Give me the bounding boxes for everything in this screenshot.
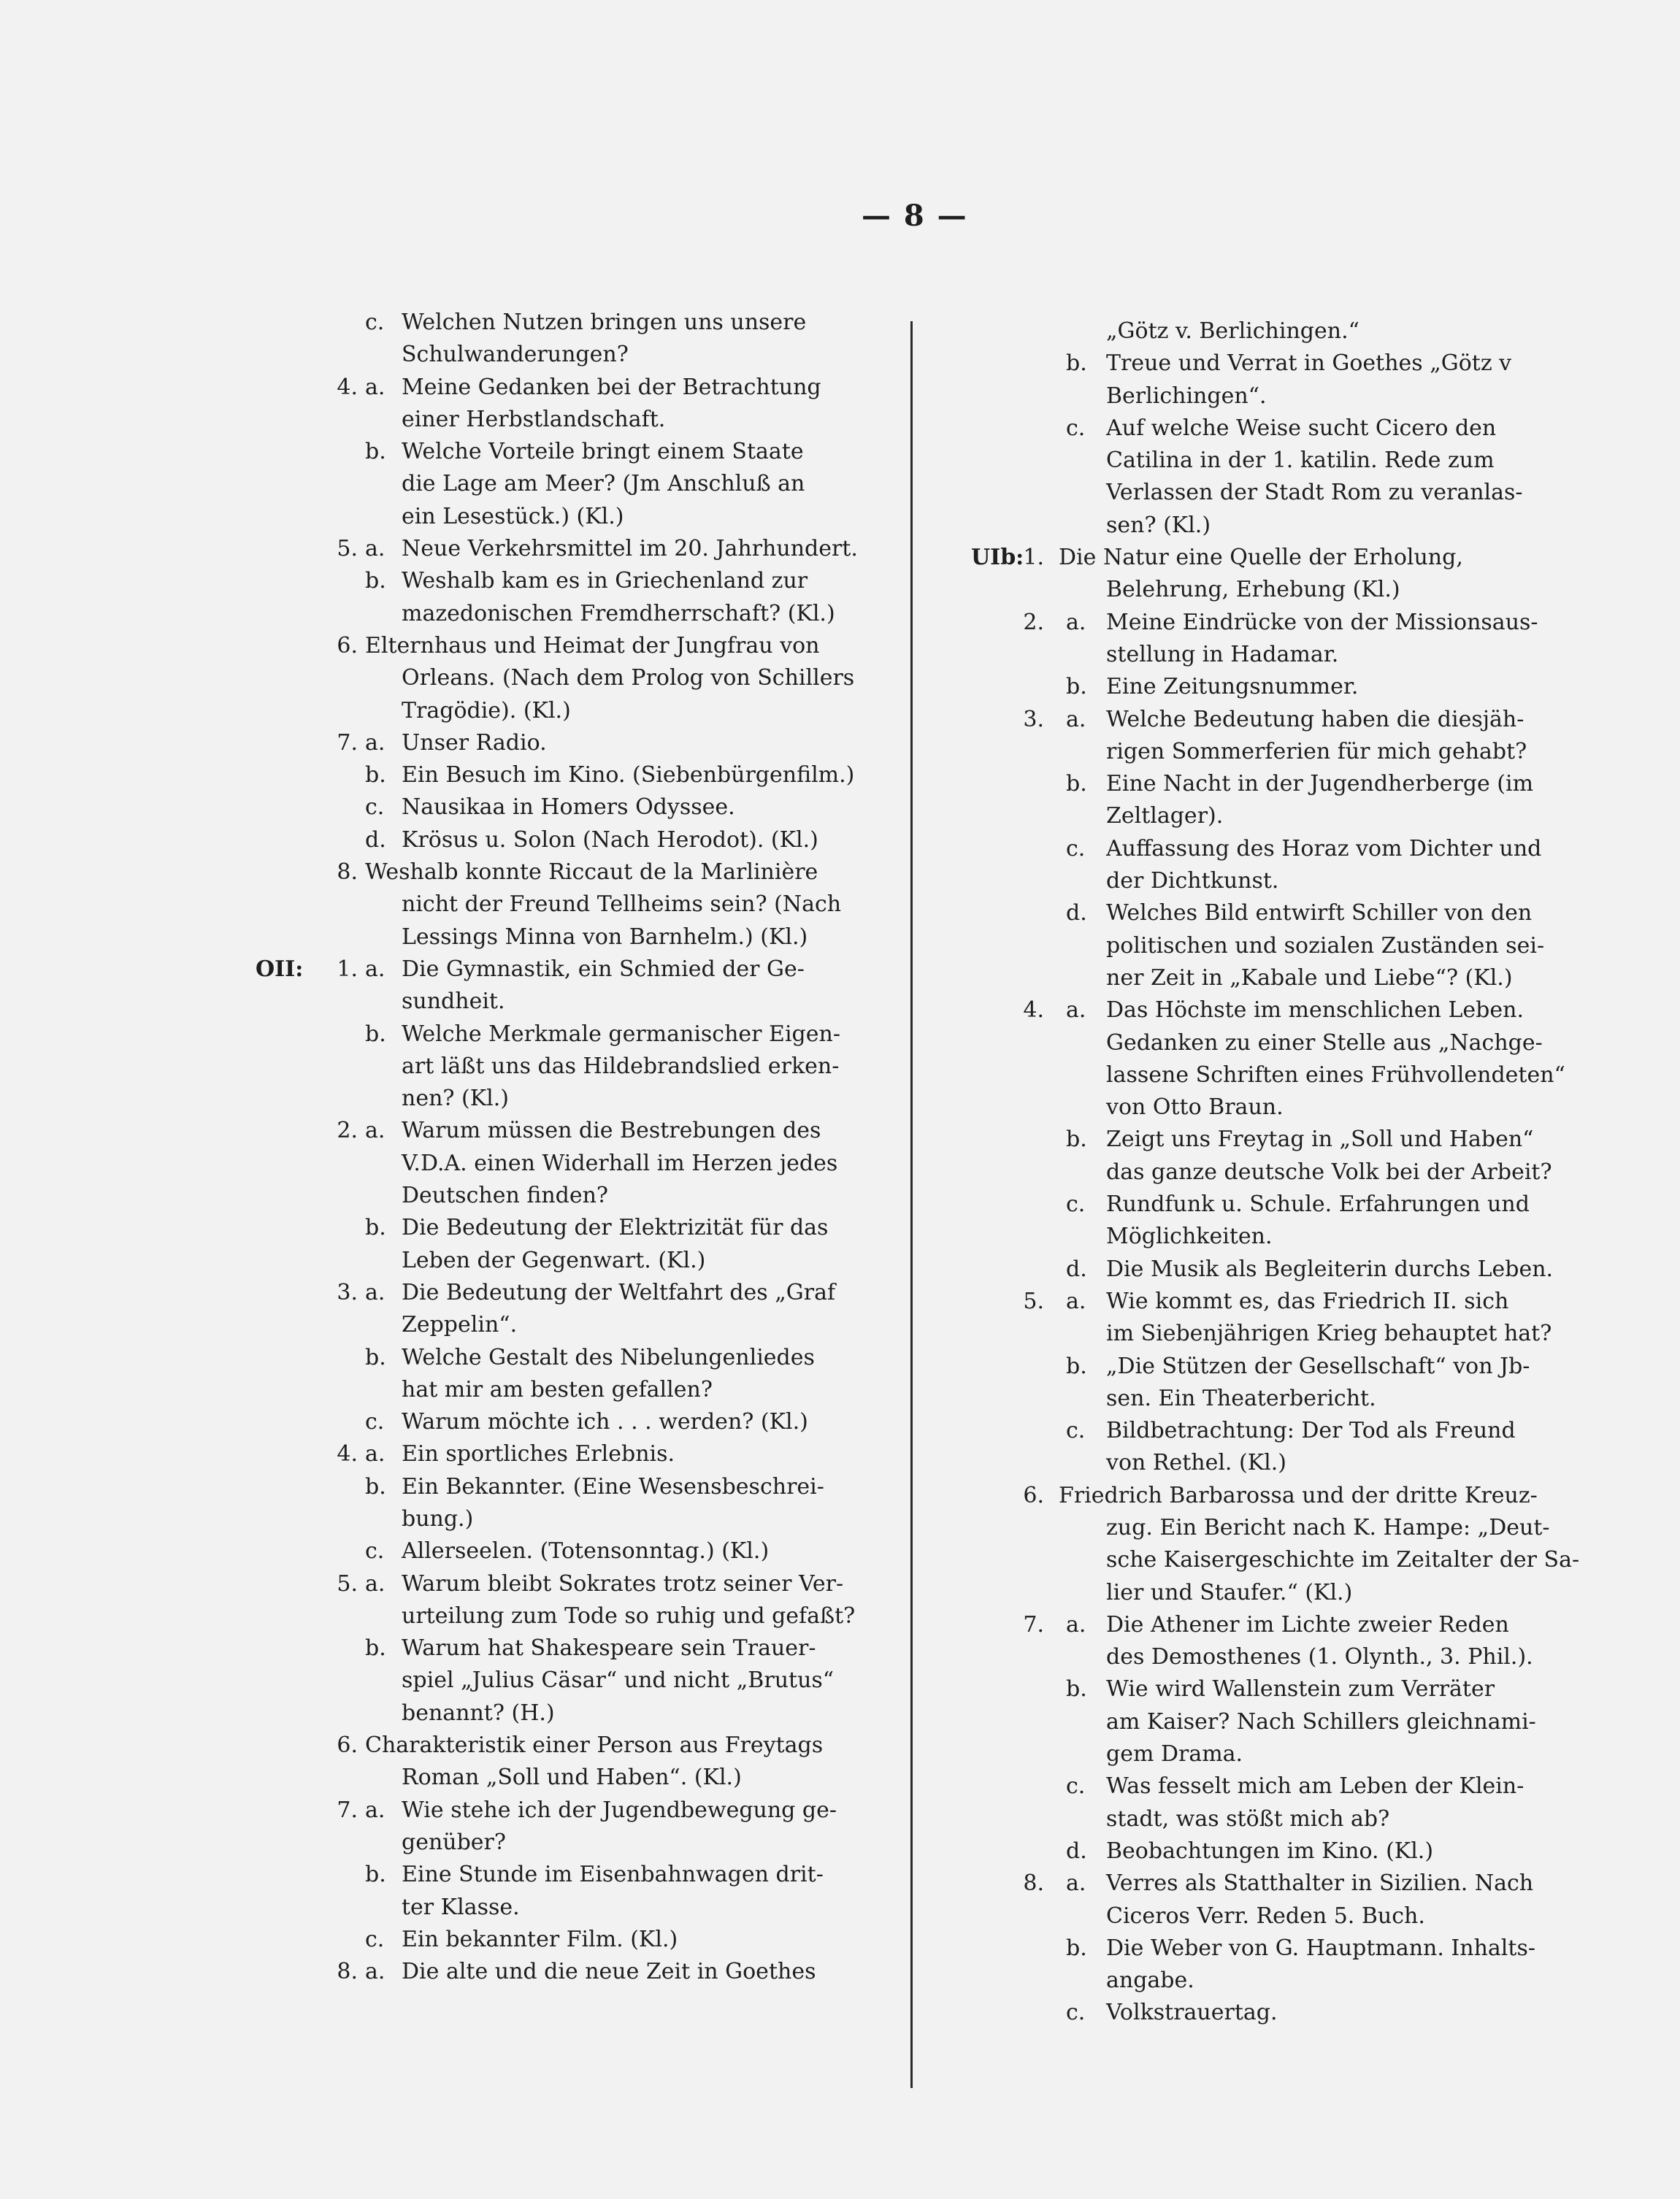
line — [949, 1091, 1584, 1124]
line-text: Eine Zeitungsnummer. — [1106, 674, 1359, 700]
item-letter: a. — [365, 956, 386, 982]
line-text: Die Bedeutung der Elektrizität für das — [402, 1215, 829, 1241]
line — [949, 574, 1584, 606]
line — [949, 445, 1584, 477]
item-number: 3. — [1023, 706, 1044, 732]
line — [949, 1351, 1584, 1383]
item-letter: a. — [365, 1570, 386, 1597]
item-letter: a. — [365, 1959, 386, 1985]
item-letter: a. — [365, 1118, 386, 1144]
line — [256, 1245, 876, 1277]
line — [949, 994, 1584, 1026]
line — [949, 1512, 1584, 1544]
line — [949, 1318, 1584, 1350]
line-text: Wie stehe ich der Jugendbewegung ge- — [402, 1797, 837, 1823]
item-letter: c. — [365, 310, 385, 335]
line-text: Weshalb kam es in Griechenland zur — [402, 568, 808, 594]
line — [256, 501, 876, 533]
line-text: Tragödie). (Kl.) — [402, 697, 571, 724]
item-letter: a. — [365, 729, 386, 756]
item-number: 2. — [337, 1118, 358, 1144]
line-text: stellung in Hadamar. — [1106, 641, 1339, 667]
line-text: Eine Nacht in der Jugendherberge (im — [1106, 771, 1534, 797]
item-number: 1. — [337, 956, 358, 982]
line — [256, 986, 876, 1018]
item-number: 5. — [337, 1570, 358, 1597]
line-text: Die Weber von G. Hauptmann. Inhalts- — [1106, 1935, 1535, 1961]
line — [949, 477, 1584, 509]
line-text: Ein sportliches Erlebnis. — [402, 1441, 675, 1467]
line-text: hat mir am besten gefallen? — [402, 1376, 713, 1402]
item-letter: c. — [365, 1538, 385, 1565]
line-text: Weshalb konnte Riccaut de la Marlinière — [365, 859, 818, 886]
line — [949, 768, 1584, 800]
line-text: Die alte und die neue Zeit in Goethes — [402, 1959, 816, 1985]
line-text: Leben der Gegenwart. (Kl.) — [402, 1247, 706, 1273]
item-letter: c. — [365, 1926, 385, 1952]
line-text: politischen und sozialen Zuständen sei- — [1106, 932, 1545, 959]
line-text: „Die Stützen der Gesellschaft“ von Jb- — [1106, 1353, 1530, 1379]
line-text: Zeltlager). — [1106, 803, 1224, 829]
line-text: Verres als Statthalter in Sizilien. Nach — [1106, 1870, 1534, 1897]
line — [256, 372, 876, 404]
line-text: sen? (Kl.) — [1106, 512, 1211, 538]
line — [949, 510, 1584, 542]
line — [949, 1835, 1584, 1868]
line-text: Rundfunk u. Schule. Erfahrungen und — [1106, 1191, 1530, 1218]
line-text: lier und Staufer.“ (Kl.) — [1106, 1579, 1353, 1605]
item-letter: b. — [1066, 771, 1087, 797]
column-divider — [910, 321, 913, 2088]
left-column — [256, 307, 876, 1988]
item-number: 2. — [1023, 609, 1044, 635]
line — [949, 800, 1584, 832]
line — [256, 759, 876, 791]
line — [949, 607, 1584, 639]
line-text: Belehrung, Erhebung (Kl.) — [1106, 577, 1400, 603]
line-text: gem Drama. — [1106, 1741, 1243, 1768]
item-letter: d. — [1066, 900, 1087, 926]
item-number: 4. — [337, 374, 358, 400]
line-text: Catilina in der 1. katilin. Rede zum — [1106, 448, 1495, 474]
item-letter: a. — [365, 1797, 386, 1823]
section-label: UIb: — [971, 545, 1024, 571]
line-text: Warum hat Shakespeare sein Trauer- — [402, 1635, 816, 1662]
line — [256, 1632, 876, 1665]
item-letter: b. — [365, 762, 386, 788]
page-number: — 8 — — [862, 199, 968, 233]
line — [949, 639, 1584, 671]
line — [256, 1827, 876, 1859]
line-text: Deutschen finden? — [402, 1183, 609, 1209]
item-letter: c. — [1066, 835, 1086, 861]
line — [256, 824, 876, 856]
item-number: 6. — [1023, 1482, 1044, 1508]
line — [949, 412, 1584, 445]
item-letter: c. — [1066, 1418, 1086, 1444]
item-letter: a. — [365, 1441, 386, 1467]
line-text: Schulwanderungen? — [402, 342, 629, 368]
line — [949, 1286, 1584, 1318]
line-text: Zeigt uns Freytag in „Soll und Haben“ — [1106, 1127, 1534, 1153]
line — [256, 1277, 876, 1309]
item-letter: b. — [1066, 674, 1087, 700]
line — [949, 1221, 1584, 1253]
item-letter: a. — [365, 1279, 386, 1305]
line — [256, 727, 876, 759]
item-letter: b. — [365, 1215, 386, 1241]
line-text: Volkstrauertag. — [1106, 2000, 1278, 2026]
line-text: Die Athener im Lichte zweier Reden — [1106, 1611, 1509, 1638]
line-text: Eine Stunde im Eisenbahnwagen drit- — [402, 1862, 824, 1888]
line — [256, 1859, 876, 1891]
item-number: 1. — [1023, 545, 1044, 571]
line — [256, 695, 876, 727]
line — [949, 671, 1584, 703]
item-number: 7. — [1023, 1611, 1044, 1638]
line-text: Ein Besuch im Kino. (Siebenbürgenfilm.) — [402, 762, 855, 788]
line — [949, 1673, 1584, 1705]
item-letter: a. — [1066, 1288, 1086, 1314]
line-text: Zeppelin“. — [402, 1312, 518, 1338]
item-letter: b. — [365, 1473, 386, 1500]
line — [256, 1956, 876, 1988]
line-text: Verlassen der Stadt Rom zu veranlas- — [1106, 480, 1523, 506]
line-text: Welchen Nutzen bringen uns unsere — [402, 310, 807, 335]
line — [256, 565, 876, 597]
line — [949, 736, 1584, 768]
line — [949, 1415, 1584, 1447]
item-letter: b. — [365, 1635, 386, 1662]
line — [949, 1027, 1584, 1059]
line-text: Treue und Verrat in Goethes „Götz v — [1106, 350, 1512, 377]
line-text: art läßt uns das Hildebrandslied erken- — [402, 1053, 840, 1079]
line — [256, 598, 876, 630]
line-text: Ciceros Verr. Reden 5. Buch. — [1106, 1903, 1425, 1929]
line-text: Auf welche Weise sucht Cicero den — [1106, 415, 1497, 441]
line — [256, 1892, 876, 1924]
item-letter: a. — [1066, 997, 1086, 1024]
item-letter: b. — [365, 1344, 386, 1370]
line-text: von Otto Braun. — [1106, 1094, 1284, 1121]
item-letter: c. — [365, 1409, 385, 1435]
line-text: Die Natur eine Quelle der Erholung, — [1059, 545, 1463, 571]
line-text: Elternhaus und Heimat der Jungfrau von — [365, 632, 820, 659]
line — [256, 1795, 876, 1827]
line — [949, 1738, 1584, 1770]
item-number: 4. — [1023, 997, 1044, 1024]
line-text: Roman „Soll und Haben“. (Kl.) — [402, 1765, 742, 1791]
line-text: Das Höchste im menschlichen Leben. — [1106, 997, 1524, 1024]
item-letter: d. — [1066, 1256, 1087, 1282]
line — [256, 1535, 876, 1567]
line — [949, 1997, 1584, 2029]
item-letter: a. — [1066, 1611, 1086, 1638]
line — [256, 307, 876, 339]
section-label: OII: — [256, 956, 304, 982]
line — [949, 897, 1584, 929]
line — [949, 1480, 1584, 1512]
line-text: Warum möchte ich . . . werden? (Kl.) — [402, 1409, 808, 1435]
line-text: die Lage am Meer? (Jm Anschluß an — [402, 471, 805, 497]
line — [949, 704, 1584, 736]
line — [256, 921, 876, 953]
line-text: mazedonischen Fremdherrschaft? (Kl.) — [402, 600, 835, 626]
item-letter: d. — [1066, 1838, 1087, 1864]
line-text: Auffassung des Horaz vom Dichter und — [1106, 835, 1542, 861]
line-text: sche Kaisergeschichte im Zeitalter der Sa- — [1106, 1547, 1580, 1573]
line — [949, 865, 1584, 897]
line-text: zug. Ein Bericht nach K. Hampe: „Deut- — [1106, 1514, 1550, 1540]
item-number: 8. — [337, 859, 358, 886]
line-text: Welche Vorteile bringt einem Staate — [402, 439, 804, 465]
line — [256, 889, 876, 921]
item-letter: b. — [1066, 1127, 1087, 1153]
item-number: 3. — [337, 1279, 358, 1305]
line — [949, 380, 1584, 412]
line-text: Ein bekannter Film. (Kl.) — [402, 1926, 678, 1952]
line-text: Gedanken zu einer Stelle aus „Nachge- — [1106, 1029, 1543, 1056]
line — [256, 1115, 876, 1147]
line-text: stadt, was stößt mich ab? — [1106, 1805, 1390, 1832]
right-column — [949, 315, 1584, 2030]
item-number: 6. — [337, 1732, 358, 1759]
line-text: am Kaiser? Nach Schillers gleichnami- — [1106, 1708, 1536, 1735]
item-letter: a. — [365, 374, 386, 400]
line-text: Orleans. (Nach dem Prolog von Schillers — [402, 665, 855, 691]
line-text: Welche Merkmale germanischer Eigen- — [402, 1021, 840, 1047]
line — [949, 1189, 1584, 1221]
item-letter: a. — [1066, 706, 1086, 732]
line-text: rigen Sommerferien für mich gehabt? — [1106, 738, 1527, 764]
line — [949, 1254, 1584, 1286]
item-letter: c. — [365, 794, 385, 821]
item-letter: c. — [1066, 1773, 1086, 1800]
line-text: Welches Bild entwirft Schiller von den — [1106, 900, 1533, 926]
item-letter: b. — [1066, 350, 1087, 377]
line — [256, 1503, 876, 1535]
line — [256, 1309, 876, 1341]
line — [949, 1544, 1584, 1576]
item-number: 8. — [1023, 1870, 1044, 1897]
line — [949, 315, 1584, 348]
line-text: Meine Eindrücke von der Missionsaus- — [1106, 609, 1538, 635]
item-letter: b. — [365, 1862, 386, 1888]
line-text: Unser Radio. — [402, 729, 547, 756]
line-text: Warum bleibt Sokrates trotz seiner Ver- — [402, 1570, 844, 1597]
line — [256, 1600, 876, 1632]
line-text: der Dichtkunst. — [1106, 868, 1279, 894]
line — [256, 630, 876, 662]
line — [256, 436, 876, 468]
line — [256, 1148, 876, 1180]
line-text: sen. Ein Theaterbericht. — [1106, 1385, 1376, 1411]
item-letter: b. — [365, 1021, 386, 1047]
line — [949, 1803, 1584, 1835]
item-letter: c. — [1066, 415, 1086, 441]
line-text: Wie wird Wallenstein zum Verräter — [1106, 1676, 1495, 1703]
line — [949, 1447, 1584, 1479]
line — [256, 791, 876, 824]
line-text: Krösus u. Solon (Nach Herodot). (Kl.) — [402, 826, 818, 853]
item-letter: b. — [365, 568, 386, 594]
line-text: „Götz v. Berlichingen.“ — [1106, 318, 1359, 344]
item-letter: a. — [365, 536, 386, 562]
line — [949, 1868, 1584, 1900]
line-text: Welche Bedeutung haben die diesjäh- — [1106, 706, 1524, 732]
line — [256, 1665, 876, 1697]
line — [949, 1059, 1584, 1091]
line-text: nicht der Freund Tellheims sein? (Nach — [402, 891, 842, 918]
line — [256, 1924, 876, 1956]
line-text: Die Musik als Begleiterin durchs Leben. — [1106, 1256, 1554, 1282]
line-text: einer Herbstlandschaft. — [402, 406, 666, 432]
line-text: das ganze deutsche Volk bei der Arbeit? — [1106, 1159, 1552, 1185]
line — [256, 856, 876, 889]
line — [256, 1438, 876, 1470]
line — [256, 1374, 876, 1406]
line-text: ein Lesestück.) (Kl.) — [402, 503, 624, 529]
line-text: Lessings Minna von Barnhelm.) (Kl.) — [402, 924, 808, 950]
line-text: Welche Gestalt des Nibelungenliedes — [402, 1344, 815, 1370]
line — [256, 339, 876, 371]
item-number: 7. — [337, 729, 358, 756]
line-text: Die Bedeutung der Weltfahrt des „Graf — [402, 1279, 836, 1305]
line-text: Was fesselt mich am Leben der Klein- — [1106, 1773, 1524, 1800]
line-text: Allerseelen. (Totensonntag.) (Kl.) — [402, 1538, 770, 1565]
item-number: 6. — [337, 632, 358, 659]
line — [256, 1212, 876, 1244]
item-letter: b. — [365, 439, 386, 465]
item-number: 5. — [1023, 1288, 1044, 1314]
line-text: urteilung zum Tode so ruhig und gefaßt? — [402, 1603, 856, 1629]
line — [949, 1383, 1584, 1415]
line-text: Meine Gedanken bei der Betrachtung — [402, 374, 821, 400]
item-letter: b. — [1066, 1935, 1087, 1961]
line-text: angabe. — [1106, 1968, 1194, 1994]
line — [949, 1641, 1584, 1673]
line — [949, 1965, 1584, 1997]
line — [949, 833, 1584, 865]
line-text: Charakteristik einer Person aus Freytags — [365, 1732, 824, 1759]
line-text: sundheit. — [402, 989, 505, 1015]
item-number: 8. — [337, 1959, 358, 1985]
line-text: Friedrich Barbarossa und der dritte Kreuz- — [1059, 1482, 1538, 1508]
item-letter: c. — [1066, 1191, 1086, 1218]
line-text: ter Klasse. — [402, 1894, 520, 1920]
item-letter: d. — [365, 826, 386, 853]
item-number: 4. — [337, 1441, 358, 1467]
line-text: des Demosthenes (1. Olynth., 3. Phil.). — [1106, 1644, 1533, 1670]
line-text: Möglichkeiten. — [1106, 1224, 1273, 1250]
line-text: ner Zeit in „Kabale und Liebe“? (Kl.) — [1106, 964, 1513, 991]
line — [256, 1083, 876, 1115]
line — [256, 404, 876, 436]
line — [949, 1933, 1584, 1965]
line-text: V.D.A. einen Widerhall im Herzen jedes — [402, 1150, 838, 1176]
line — [949, 1770, 1584, 1803]
line — [949, 1124, 1584, 1156]
line-text: Ein Bekannter. (Eine Wesensbeschrei- — [402, 1473, 824, 1500]
line — [949, 348, 1584, 380]
item-letter: a. — [1066, 1870, 1086, 1897]
line-text: Bildbetrachtung: Der Tod als Freund — [1106, 1418, 1516, 1444]
line — [949, 962, 1584, 994]
line-text: benannt? (H.) — [402, 1700, 555, 1726]
line — [256, 533, 876, 565]
line-text: Die Gymnastik, ein Schmied der Ge- — [402, 956, 805, 982]
item-number: 7. — [337, 1797, 358, 1823]
line-text: nen? (Kl.) — [402, 1086, 509, 1112]
line — [949, 542, 1584, 574]
item-letter: b. — [1066, 1676, 1087, 1703]
line — [256, 468, 876, 500]
line — [256, 1697, 876, 1730]
line — [256, 953, 876, 986]
line-text: genüber? — [402, 1829, 506, 1855]
line-text: bung.) — [402, 1505, 474, 1532]
line — [949, 1900, 1584, 1933]
line — [256, 1730, 876, 1762]
line — [949, 930, 1584, 962]
line — [256, 1051, 876, 1083]
item-number: 5. — [337, 536, 358, 562]
line — [256, 1342, 876, 1374]
line-text: Warum müssen die Bestrebungen des — [402, 1118, 821, 1144]
line — [949, 1577, 1584, 1609]
line-text: im Siebenjährigen Krieg behauptet hat? — [1106, 1321, 1552, 1347]
line — [949, 1609, 1584, 1641]
line-text: Wie kommt es, das Friedrich II. sich — [1106, 1288, 1509, 1314]
line — [256, 1568, 876, 1600]
line-text: Nausikaa in Homers Odyssee. — [402, 794, 735, 821]
item-letter: c. — [1066, 2000, 1086, 2026]
line — [256, 1471, 876, 1503]
line-text: von Rethel. (Kl.) — [1106, 1450, 1286, 1476]
line — [256, 1762, 876, 1794]
line-text: Neue Verkehrsmittel im 20. Jahrhundert. — [402, 536, 858, 562]
item-letter: b. — [1066, 1353, 1087, 1379]
line-text: Berlichingen“. — [1106, 383, 1267, 409]
line — [256, 1406, 876, 1438]
line — [256, 662, 876, 694]
line — [949, 1706, 1584, 1738]
line — [256, 1018, 876, 1051]
item-letter: a. — [1066, 609, 1086, 635]
line — [256, 1180, 876, 1212]
line — [949, 1156, 1584, 1189]
line-text: spiel „Julius Cäsar“ und nicht „Brutus“ — [402, 1668, 835, 1694]
line-text: lassene Schriften eines Frühvollendeten“ — [1106, 1062, 1565, 1088]
line-text: Beobachtungen im Kino. (Kl.) — [1106, 1838, 1434, 1864]
